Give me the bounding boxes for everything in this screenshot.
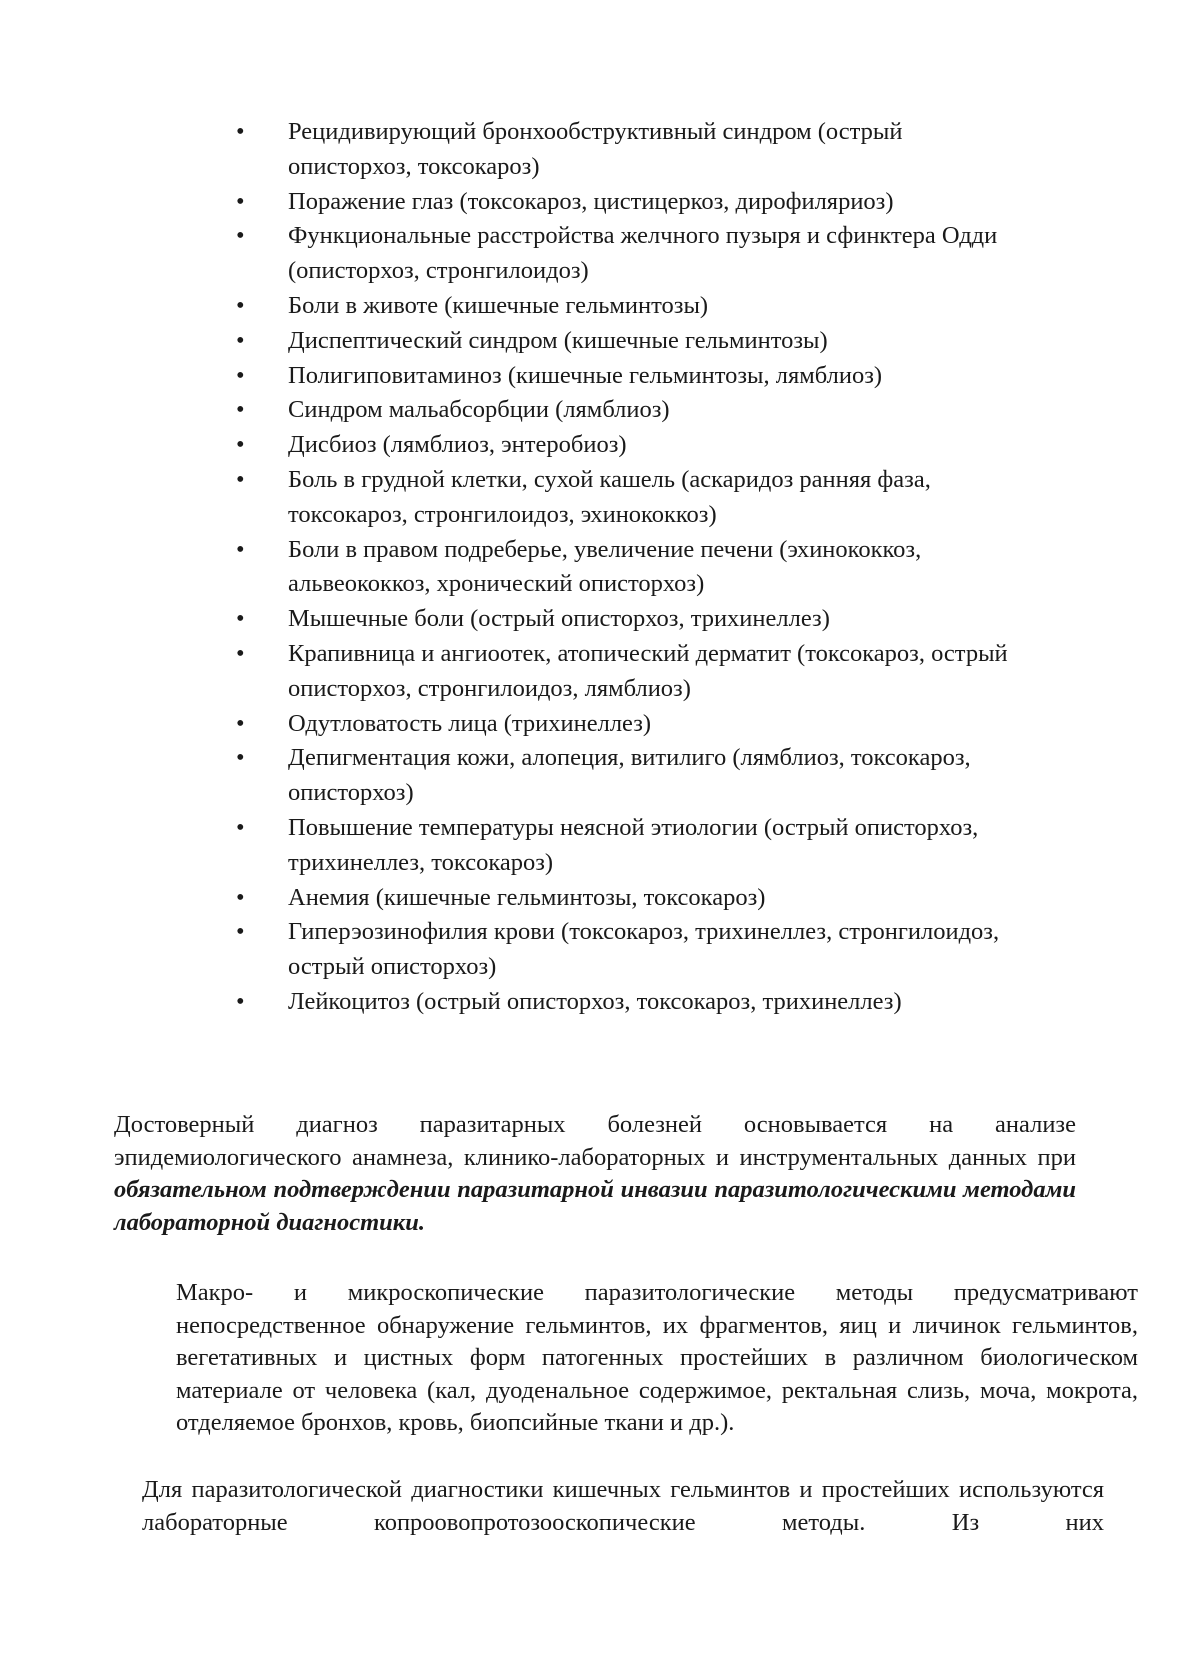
list-item-text: Рецидивирующий бронхообструктивный синдром (острый описторхоз, токсокароз) xyxy=(288,118,903,180)
list-item-text: Боли в животе (кишечные гельминтозы) xyxy=(288,291,709,319)
bullet-icon: • xyxy=(236,918,245,946)
list-item xyxy=(236,324,1016,359)
diagnosis-emphasis-text: обязательном подтверждении паразитарной инвазии паразитологическими методами лабораторной диагностики. xyxy=(114,1176,1076,1236)
list-item-text: Одутловатость лица (трихинеллез) xyxy=(288,709,652,737)
list-item xyxy=(236,359,1016,394)
bullet-icon: • xyxy=(236,744,245,772)
coproscopy-paragraph: Для паразитологической диагностики кишечных гельминтов и простейших используются лабораторные копроовопротозооскопические методы. Из них xyxy=(142,1476,1104,1536)
bullet-icon: • xyxy=(236,535,245,563)
bullet-icon: • xyxy=(236,813,245,841)
symptom-bullet-list xyxy=(236,115,1016,1020)
list-item xyxy=(236,428,1016,463)
list-item-text: Боли в правом подреберье, увеличение печени (эхинококкоз, альвеококкоз, хронический описторхоз) xyxy=(288,535,922,598)
bullet-icon: • xyxy=(236,605,245,633)
list-item xyxy=(236,602,1016,637)
list-item-text: Повышение температуры неясной этиологии (острый описторхоз, трихинеллез, токсокароз) xyxy=(288,813,979,876)
list-item xyxy=(236,289,1016,324)
list-item-text: Дисбиоз (лямблиоз, энтеробиоз) xyxy=(288,431,627,459)
list-item-text: Гиперэозинофилия крови (токсокароз, трихинеллез, стронгилоидоз, острый описторхоз) xyxy=(288,918,1000,981)
list-item-text: Функциональные расстройства желчного пузыря и сфинктера Одди (описторхоз, стронгилоидоз) xyxy=(288,222,998,285)
list-item-text: Лейкоцитоз (острый описторхоз, токсокароз, трихинеллез) xyxy=(288,987,902,1015)
list-item xyxy=(236,741,1016,811)
list-item xyxy=(236,707,1016,742)
list-item xyxy=(236,463,1016,533)
methods-paragraph: Макро- и микроскопические паразитологические методы предусматривают непосредственное обнаружение гельминтов, их фрагментов, яиц и личинок гельминтов, вегетативных и цистных форм патогенных простейших в различном биологическом материале от человека (кал, дуоденальное содержимое, ректальная слизь, моча, мокрота, отделяемое бронхов, кровь, биопсийные ткани и др.). xyxy=(176,1279,1138,1436)
list-item xyxy=(236,881,1016,916)
list-item xyxy=(236,533,1016,603)
list-item-text: Анемия (кишечные гельминтозы, токсокароз) xyxy=(288,883,766,911)
list-item-text: Полигиповитаминоз (кишечные гельминтозы, лямблиоз) xyxy=(288,361,883,389)
bullet-icon: • xyxy=(236,883,245,911)
list-item-text: Синдром мальабсорбции (лямблиоз) xyxy=(288,396,670,424)
bullet-icon: • xyxy=(236,987,245,1015)
list-item xyxy=(236,115,1016,185)
bullet-icon: • xyxy=(236,396,245,424)
bullet-icon: • xyxy=(236,709,245,737)
bullet-icon: • xyxy=(236,222,245,250)
bullet-icon: • xyxy=(236,431,245,459)
list-item xyxy=(236,637,1016,707)
bullet-icon: • xyxy=(236,118,245,145)
bullet-icon: • xyxy=(236,465,245,493)
list-item xyxy=(236,393,1016,428)
list-item-text: Диспептический синдром (кишечные гельминтозы) xyxy=(288,326,828,354)
diagnosis-paragraph-text: Достоверный диагноз паразитарных болезней основывается на анализе эпидемиологического анамнеза, клинико-лабораторных и инструментальных данных при xyxy=(114,1111,1076,1171)
diagnosis-paragraph xyxy=(114,1109,1076,1239)
list-item xyxy=(236,915,1016,985)
list-item-text: Депигментация кожи, алопеция, витилиго (лямблиоз, токсокароз, описторхоз) xyxy=(288,744,971,807)
list-item xyxy=(236,985,1016,1020)
bullet-icon: • xyxy=(236,326,245,354)
list-item xyxy=(236,185,1016,220)
list-item-text: Крапивница и ангиоотек, атопический дерматит (токсокароз, острый описторхоз, стронгилоидоз, лямблиоз) xyxy=(288,639,1008,702)
bullet-icon: • xyxy=(236,639,245,667)
list-item-text: Мышечные боли (острый описторхоз, трихинеллез) xyxy=(288,605,830,633)
bullet-icon: • xyxy=(236,361,245,389)
list-item xyxy=(236,219,1016,289)
bullet-icon: • xyxy=(236,291,245,319)
bullet-icon: • xyxy=(236,187,245,215)
list-item-text: Поражение глаз (токсокароз, цистицеркоз, дирофиляриоз) xyxy=(288,187,894,215)
list-item-text: Боль в грудной клетки, сухой кашель (аскаридоз ранняя фаза, токсокароз, стронгилоидоз, эхинококкоз) xyxy=(288,465,931,528)
list-item xyxy=(236,811,1016,881)
